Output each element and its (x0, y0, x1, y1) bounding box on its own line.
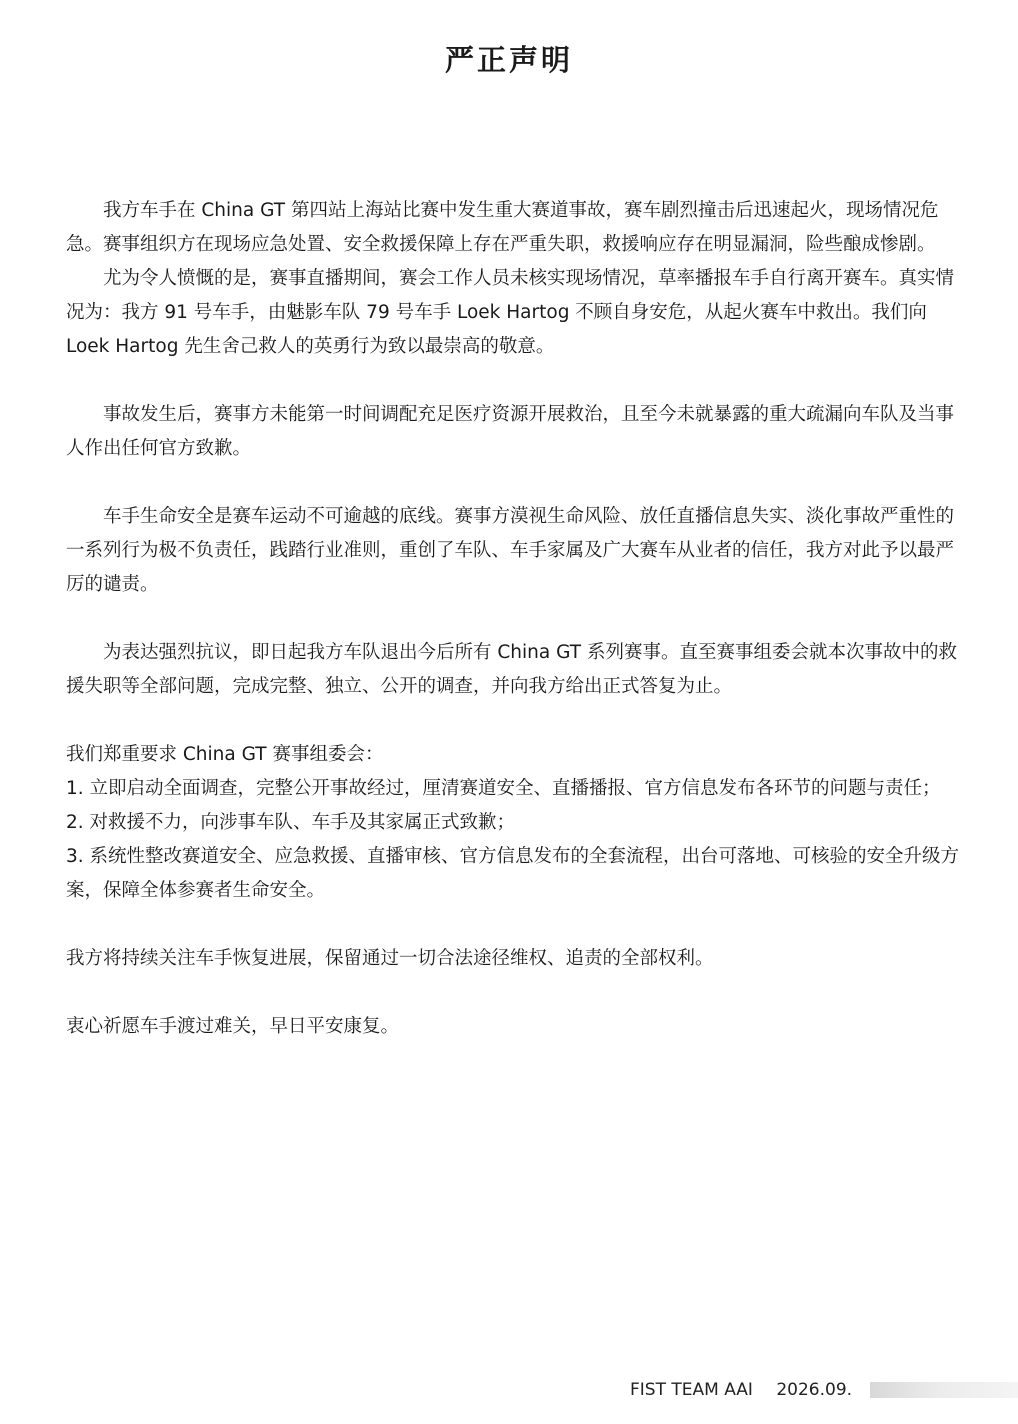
closing-wish: 衷心祈愿车手渡过难关，早日平安康复。 (66, 1016, 400, 1037)
paragraph-medical: 事故发生后，赛事方未能第一时间调配充足医疗资源开展救治，且至今未就暴露的重大疏漏向车队及当事人作出任何官方致歉。 (66, 404, 955, 459)
demands-intro: 我们郑重要求 China GT 赛事组委会： (66, 744, 384, 765)
paragraph-withdrawal: 为表达强烈抗议，即日起我方车队退出今后所有 China GT 系列赛事。直至赛事组委会就本次事故中的救援失职等全部问题，完成完整、独立、公开的调查，并向我方给出正式答复为止。 (66, 642, 957, 697)
faded-watermark-strip (870, 1382, 1018, 1398)
demand-item-1: 1. 立即启动全面调查，完整公开事故经过，厘清赛道安全、直播播报、官方信息发布各环节的问题与责任； (66, 778, 941, 799)
statement-body (66, 194, 970, 1044)
paragraph-accident: 我方车手在 China GT 第四站上海站比赛中发生重大赛道事故，赛车剧烈撞击后迅速起火，现场情况危急。赛事组织方在现场应急处置、安全救援保障上存在严重失职，救援响应存在明显漏洞，险些酿成惨剧。 (66, 200, 939, 255)
demand-item-3: 3. 系统性整改赛道安全、应急救援、直播审核、官方信息发布的全套流程，出台可落地、可核验的安全升级方案，保障全体参赛者生命安全。 (66, 846, 960, 901)
signature-team: FIST TEAM AAI (630, 1380, 753, 1400)
demand-item-2: 2. 对救援不力，向涉事车队、车手及其家属正式致歉； (66, 812, 516, 833)
closing-statement: 我方将持续关注车手恢复进展，保留通过一切合法途径维权、追责的全部权利。 (66, 948, 714, 969)
paragraph-condemnation: 车手生命安全是赛车运动不可逾越的底线。赛事方漠视生命风险、放任直播信息失实、淡化事故严重性的一系列行为极不负责任，践踏行业准则，重创了车队、车手家属及广大赛车从业者的信任，我方对此予以最严厉的谴责。 (66, 506, 955, 595)
paragraph-broadcast: 尤为令人愤慨的是，赛事直播期间，赛会工作人员未核实现场情况，草率播报车手自行离开赛车。真实情况为：我方 91 号车手，由魅影车队 79 号车手 Loek Hartog 不顾自身安危，从起火赛车中救出。我们向 Loek Hartog 先生舍己救人的英勇行为致以最崇高的敬意。 (66, 268, 955, 357)
signature-date: 2026.09. (776, 1380, 853, 1400)
signature-block (630, 1380, 1018, 1400)
document-title: 严正声明 (444, 43, 573, 77)
